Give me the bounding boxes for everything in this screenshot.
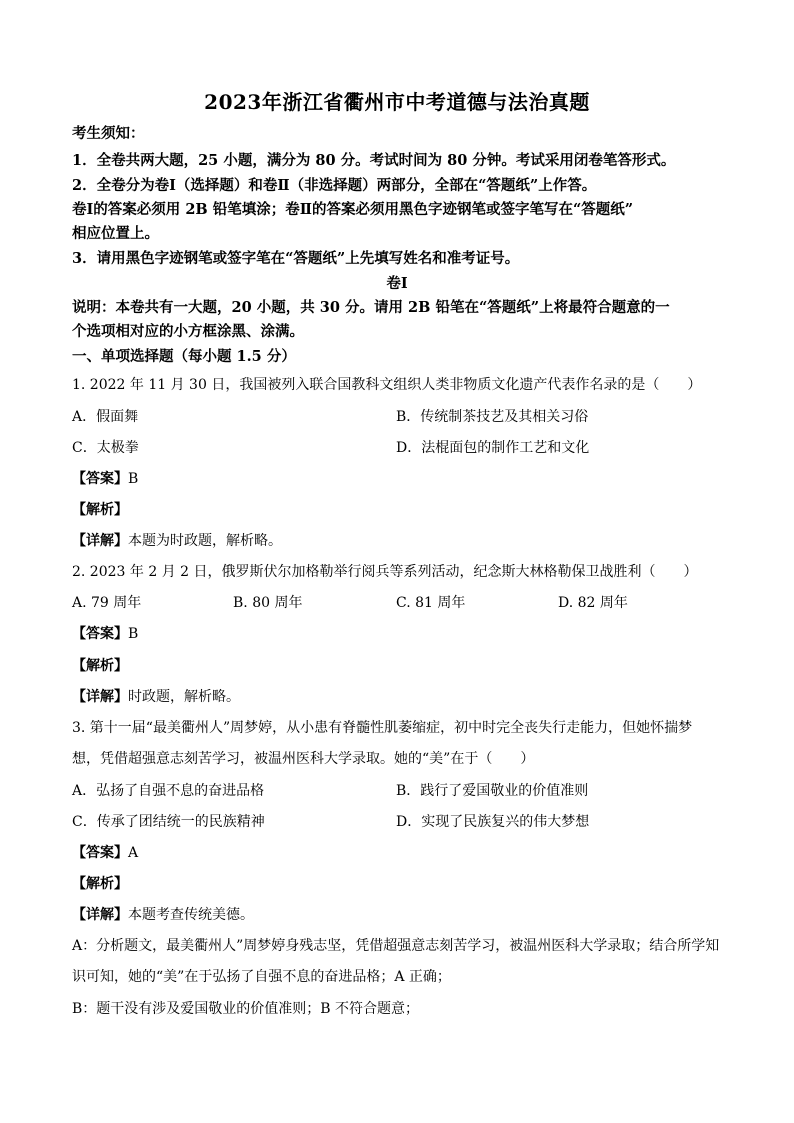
detail-label: 【详解】 bbox=[72, 907, 128, 923]
explain-line2: 个选项相对应的小方框涂黑、涂满。 bbox=[72, 323, 304, 340]
q1-answer bbox=[72, 469, 732, 489]
q2-option-d: D. 82 周年 bbox=[558, 595, 628, 611]
q2-answer bbox=[72, 624, 732, 644]
q1-option-d: D．法棍面包的制作工艺和文化 bbox=[396, 440, 590, 456]
q3-analysis-b: B：题干没有涉及爱国敬业的价值准则；B 不符合题意； bbox=[72, 1001, 420, 1017]
notice-item-2b-line2: 相应位置上。 bbox=[72, 225, 159, 242]
q2-option-c: C. 81 周年 bbox=[396, 595, 466, 611]
q1-answer-value: B bbox=[128, 471, 139, 487]
section-heading: 一、单项选择题（每小题 1.5 分） bbox=[72, 348, 296, 365]
q2-detail-text: 时政题，解析略。 bbox=[128, 689, 240, 705]
answer-label: 【答案】 bbox=[72, 626, 128, 642]
q3-stem-line2: 想，凭借超强意志刻苦学习，被温州医科大学录取。她的“美”在于（ ） bbox=[72, 751, 535, 767]
q1-option-a: A．假面舞 bbox=[72, 409, 139, 425]
answer-label: 【答案】 bbox=[72, 845, 128, 861]
q1-option-c: C．太极拳 bbox=[72, 440, 139, 456]
q2-option-b: B. 80 周年 bbox=[233, 595, 303, 611]
answer-label: 【答案】 bbox=[72, 471, 128, 487]
notice-heading: 考生须知： bbox=[72, 125, 145, 142]
q3-analysis-label: 【解析】 bbox=[72, 876, 128, 892]
q3-analysis-a-line1: A：分析题文，最美衢州人”周梦婷身残志坚，凭借超强意志刻苦学习，被温州医科大学录取；结合所学知 bbox=[72, 938, 720, 954]
q2-option-a: A. 79 周年 bbox=[72, 595, 142, 611]
detail-label: 【详解】 bbox=[72, 533, 128, 549]
q1-stem: 1. 2022 年 11 月 30 日，我国被列入联合国教科文组织人类非物质文化遗产代表作名录的是（ ） bbox=[72, 377, 702, 393]
q1-detail bbox=[72, 531, 732, 551]
explain-line1: 说明：本卷共有一大题，20 小题，共 30 分。请用 2B 铅笔在“答题纸”上将最符合题意的一 bbox=[72, 299, 670, 316]
q3-answer bbox=[72, 843, 732, 863]
notice-item-2: 2．全卷分为卷Ⅰ（选择题）和卷Ⅱ（非选择题）两部分，全部在“答题纸”上作答。 bbox=[72, 177, 597, 194]
notice-item-1: 1．全卷共两大题，25 小题，满分为 80 分。考试时间为 80 分钟。考试采用闭卷笔答形式。 bbox=[72, 152, 676, 169]
notice-item-3: 3．请用黑色字迹钢笔或签字笔在“答题纸”上先填写姓名和准考证号。 bbox=[72, 250, 520, 267]
q3-stem-line1: 3. 第十一届“最美衢州人”周梦婷，从小患有脊髓性肌萎缩症，初中时完全丧失行走能力，但她怀揣梦 bbox=[72, 720, 693, 736]
notice-item-2b-line1: 卷Ⅰ的答案必须用 2B 铅笔填涂；卷Ⅱ的答案必须用黑色字迹钢笔或签字笔写在“答题纸” bbox=[72, 201, 634, 218]
q3-option-b: B．践行了爱国敬业的价值准则 bbox=[396, 783, 589, 799]
page-title: 2023年浙江省衢州市中考道德与法治真题 bbox=[204, 90, 590, 114]
q2-analysis-label: 【解析】 bbox=[72, 658, 128, 674]
q1-detail-text: 本题为时政题，解析略。 bbox=[128, 533, 282, 549]
q3-analysis-a-line2: 识可知，她的“美”在于弘扬了自强不息的奋进品格；A 正确； bbox=[72, 969, 451, 985]
q3-option-d: D．实现了民族复兴的伟大梦想 bbox=[396, 814, 590, 830]
q2-detail bbox=[72, 687, 732, 707]
detail-label: 【详解】 bbox=[72, 689, 128, 705]
volume-heading: 卷Ⅰ bbox=[386, 275, 408, 292]
q2-stem: 2. 2023 年 2 月 2 日，俄罗斯伏尔加格勒举行阅兵等系列活动，纪念斯大林格勒保卫战胜利（ ） bbox=[72, 564, 698, 580]
q2-answer-value: B bbox=[128, 626, 139, 642]
q3-option-a: A．弘扬了自强不息的奋进品格 bbox=[72, 783, 265, 799]
q1-analysis-label: 【解析】 bbox=[72, 502, 128, 518]
q3-answer-value: A bbox=[128, 845, 139, 861]
q1-option-b: B．传统制茶技艺及其相关习俗 bbox=[396, 409, 589, 425]
q3-detail bbox=[72, 905, 732, 925]
q3-detail-text: 本题考查传统美德。 bbox=[128, 907, 254, 923]
q3-option-c: C．传承了团结统一的民族精神 bbox=[72, 814, 265, 830]
